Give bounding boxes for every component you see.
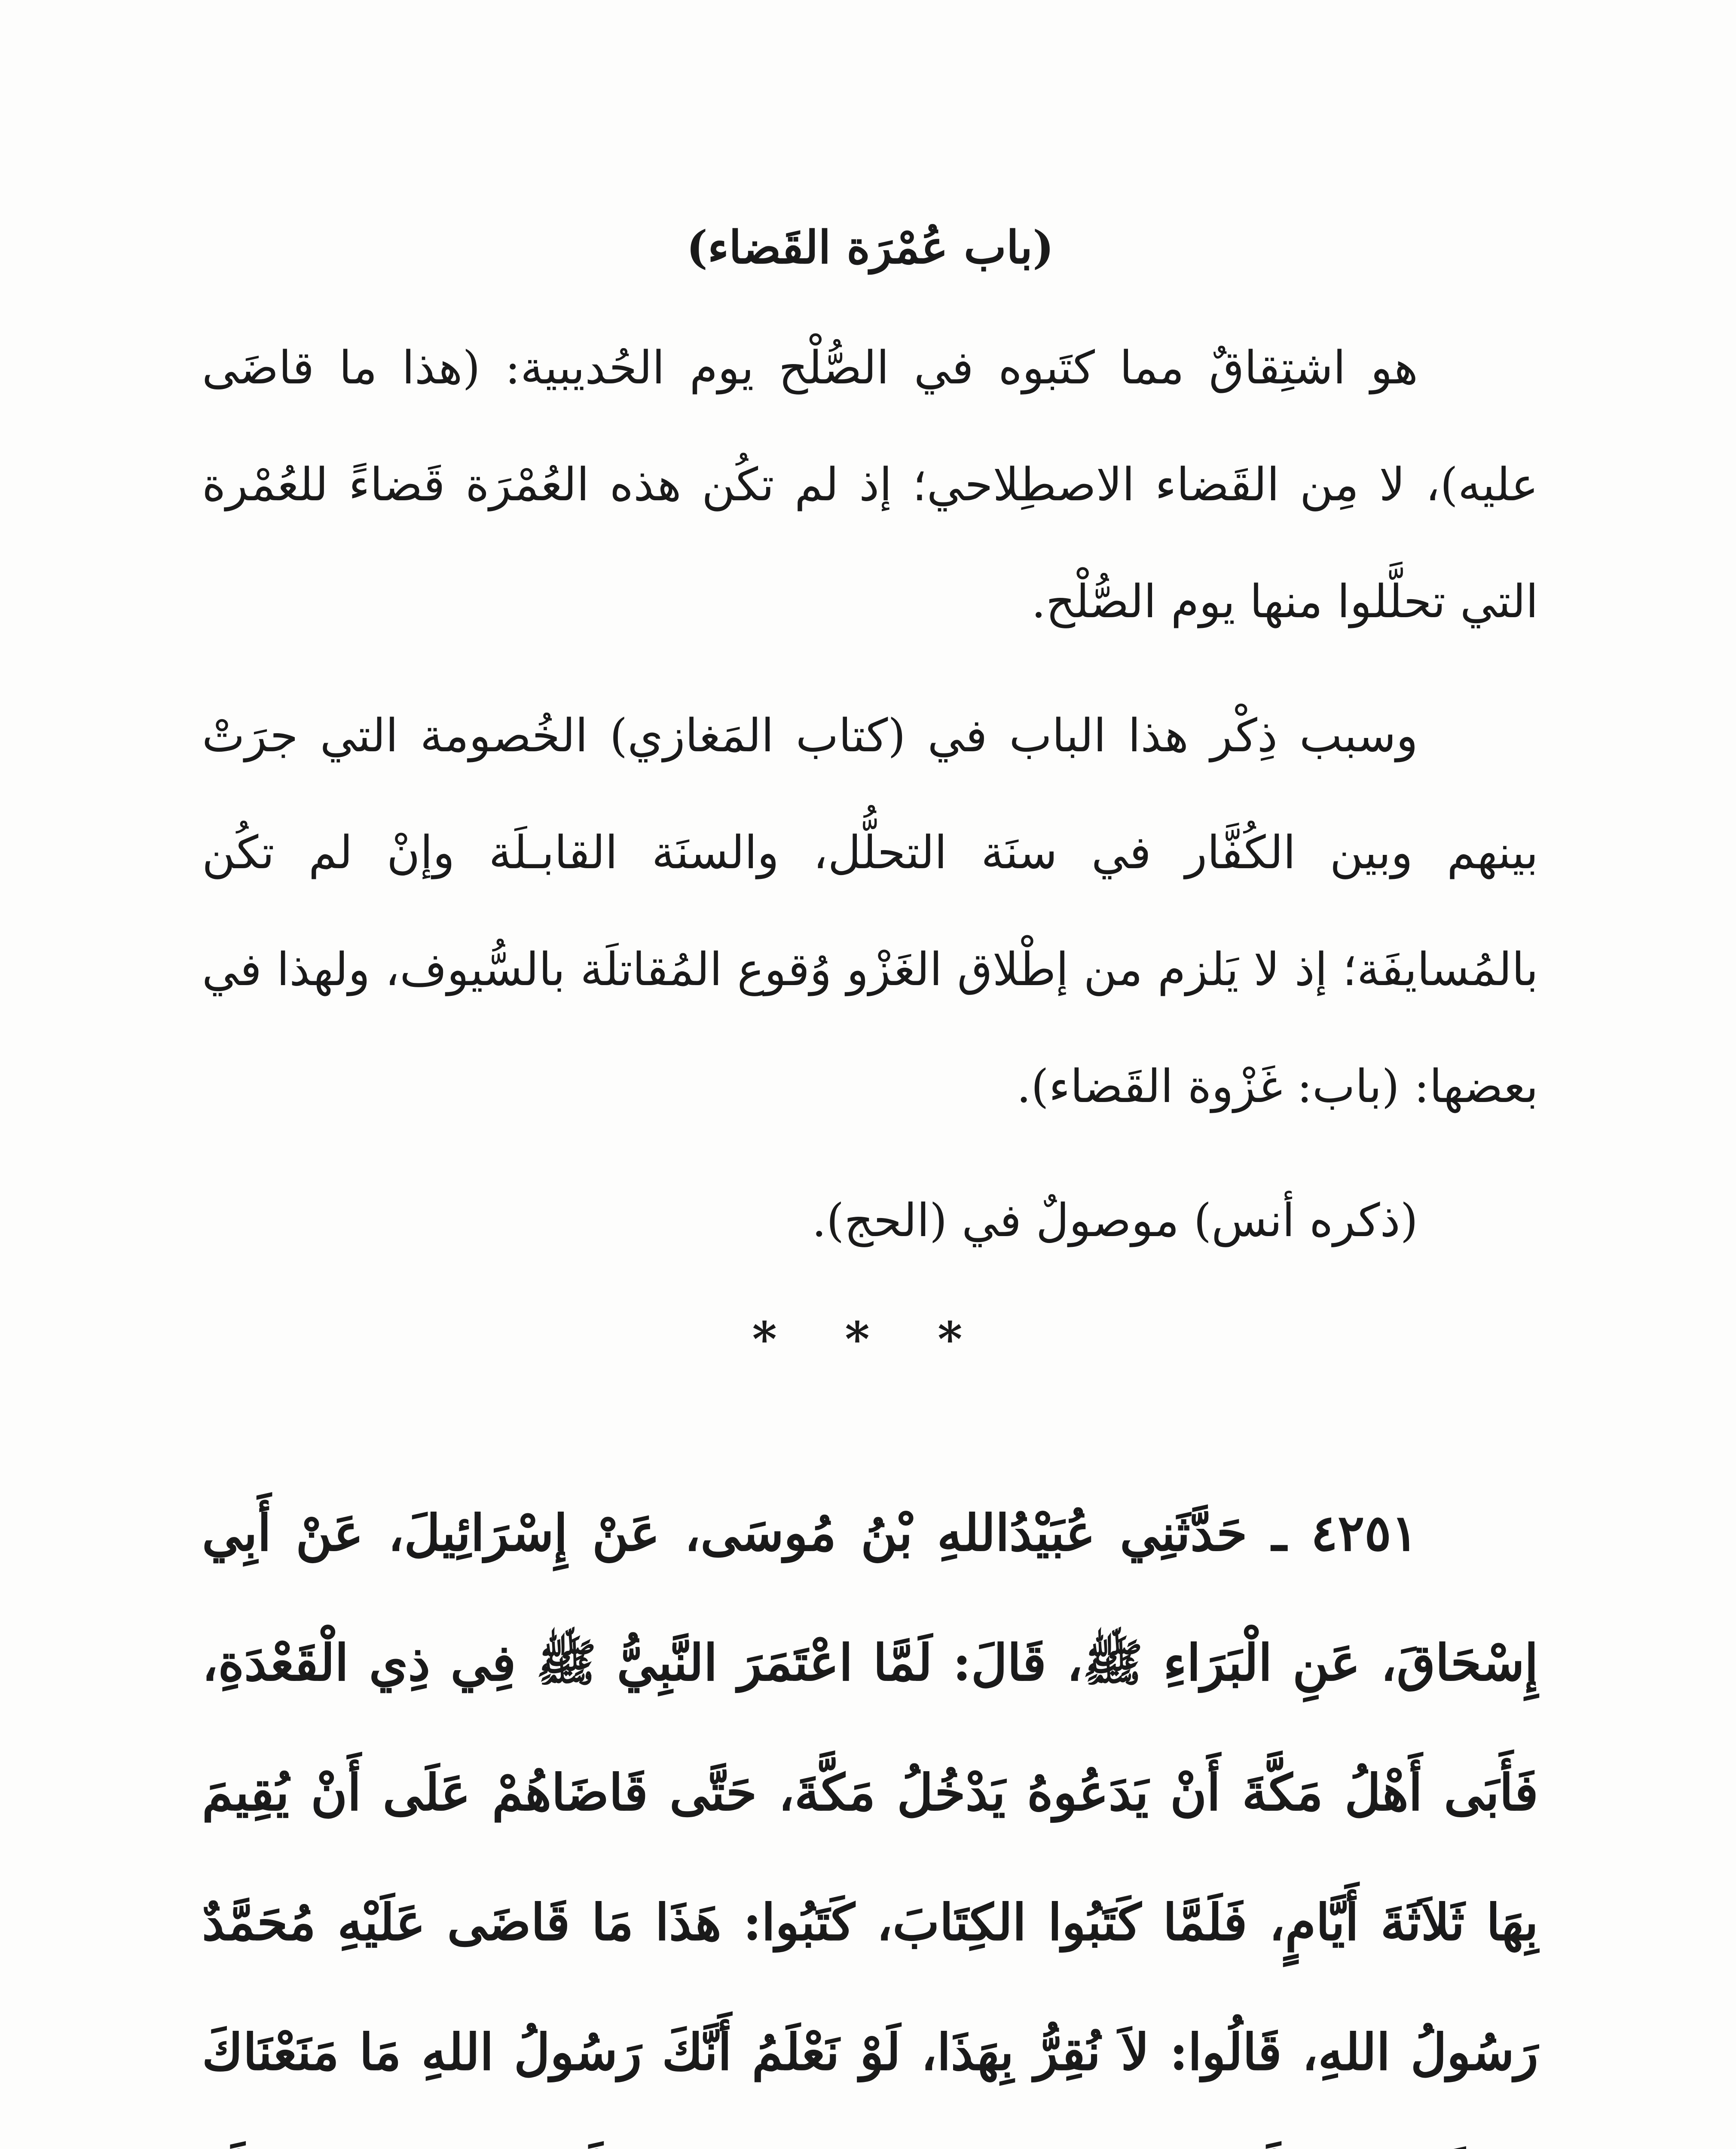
commentary-section [202,309,1538,1279]
chapter-title: (باب عُمْرَة القَضاء) [686,220,1054,274]
hadith-text: ٤٢٥١ ـ حَدَّثَنِي عُبَيْدُاللهِ بْنُ مُوسَى، عَنْ إِسْرَائِيلَ، عَنْ أَبِي إِسْحَاقَ، عَنِ الْبَرَاءِ ﷺ، قَالَ: لَمَّا اعْتَمَرَ النَّبِيُّ ﷺ فِي ذِي الْقَعْدَةِ، فَأَبَى أَهْلُ مَكَّةَ أَنْ يَدَعُوهُ يَدْخُلُ مَكَّةَ، حَتَّى قَاضَاهُمْ عَلَى أَنْ يُقِيمَ بِهَا ثَلاَثَةَ أَيَّامٍ، فَلَمَّا كَتَبُوا الكِتَابَ، كَتَبُوا: هَذَا مَا قَاضَى عَلَيْهِ مُحَمَّدٌ رَسُولُ اللهِ، قَالُوا: لاَ نُقِرُّ بِهَذَا، لَوْ نَعْلَمُ أَنَّكَ رَسُولُ اللهِ مَا مَنَعْنَاكَ [202,1504,1538,2082]
commentary-note: (ذكره أنس) موصولٌ في (الحج). [812,1194,1418,1247]
commentary-paragraph-2: وسبب ذِكْر هذا الباب في (كتاب المَغازي) الخُصومة التي جرَتْ بينهم وبين الكُفَّار في سنَة التحلُّل، والسنَة القابـلَة وإنْ لم تكُن بالمُسايفَة؛ إذ لا يَلزم من إطْلاق الغَزْو وُقوع المُقاتلَة بالسُّيوف، ولهذا في بعضها: (باب: غَزْوة القَضاء). [202,709,1538,1113]
page-content [202,215,1538,2149]
commentary-paragraph-1: هو اشتِقاقٌ مما كتَبوه في الصُّلْح يوم الحُديبية: (هذا ما قاضَى عليه)، لا مِن القَضاء الاصطِلاحي؛ إذ لم تكُن هذه العُمْرَة قَضاءً للعُمْرة التي تحلَّلوا منها يوم الصُّلْح. [202,341,1538,628]
section-separator: * * * [752,1311,988,1367]
